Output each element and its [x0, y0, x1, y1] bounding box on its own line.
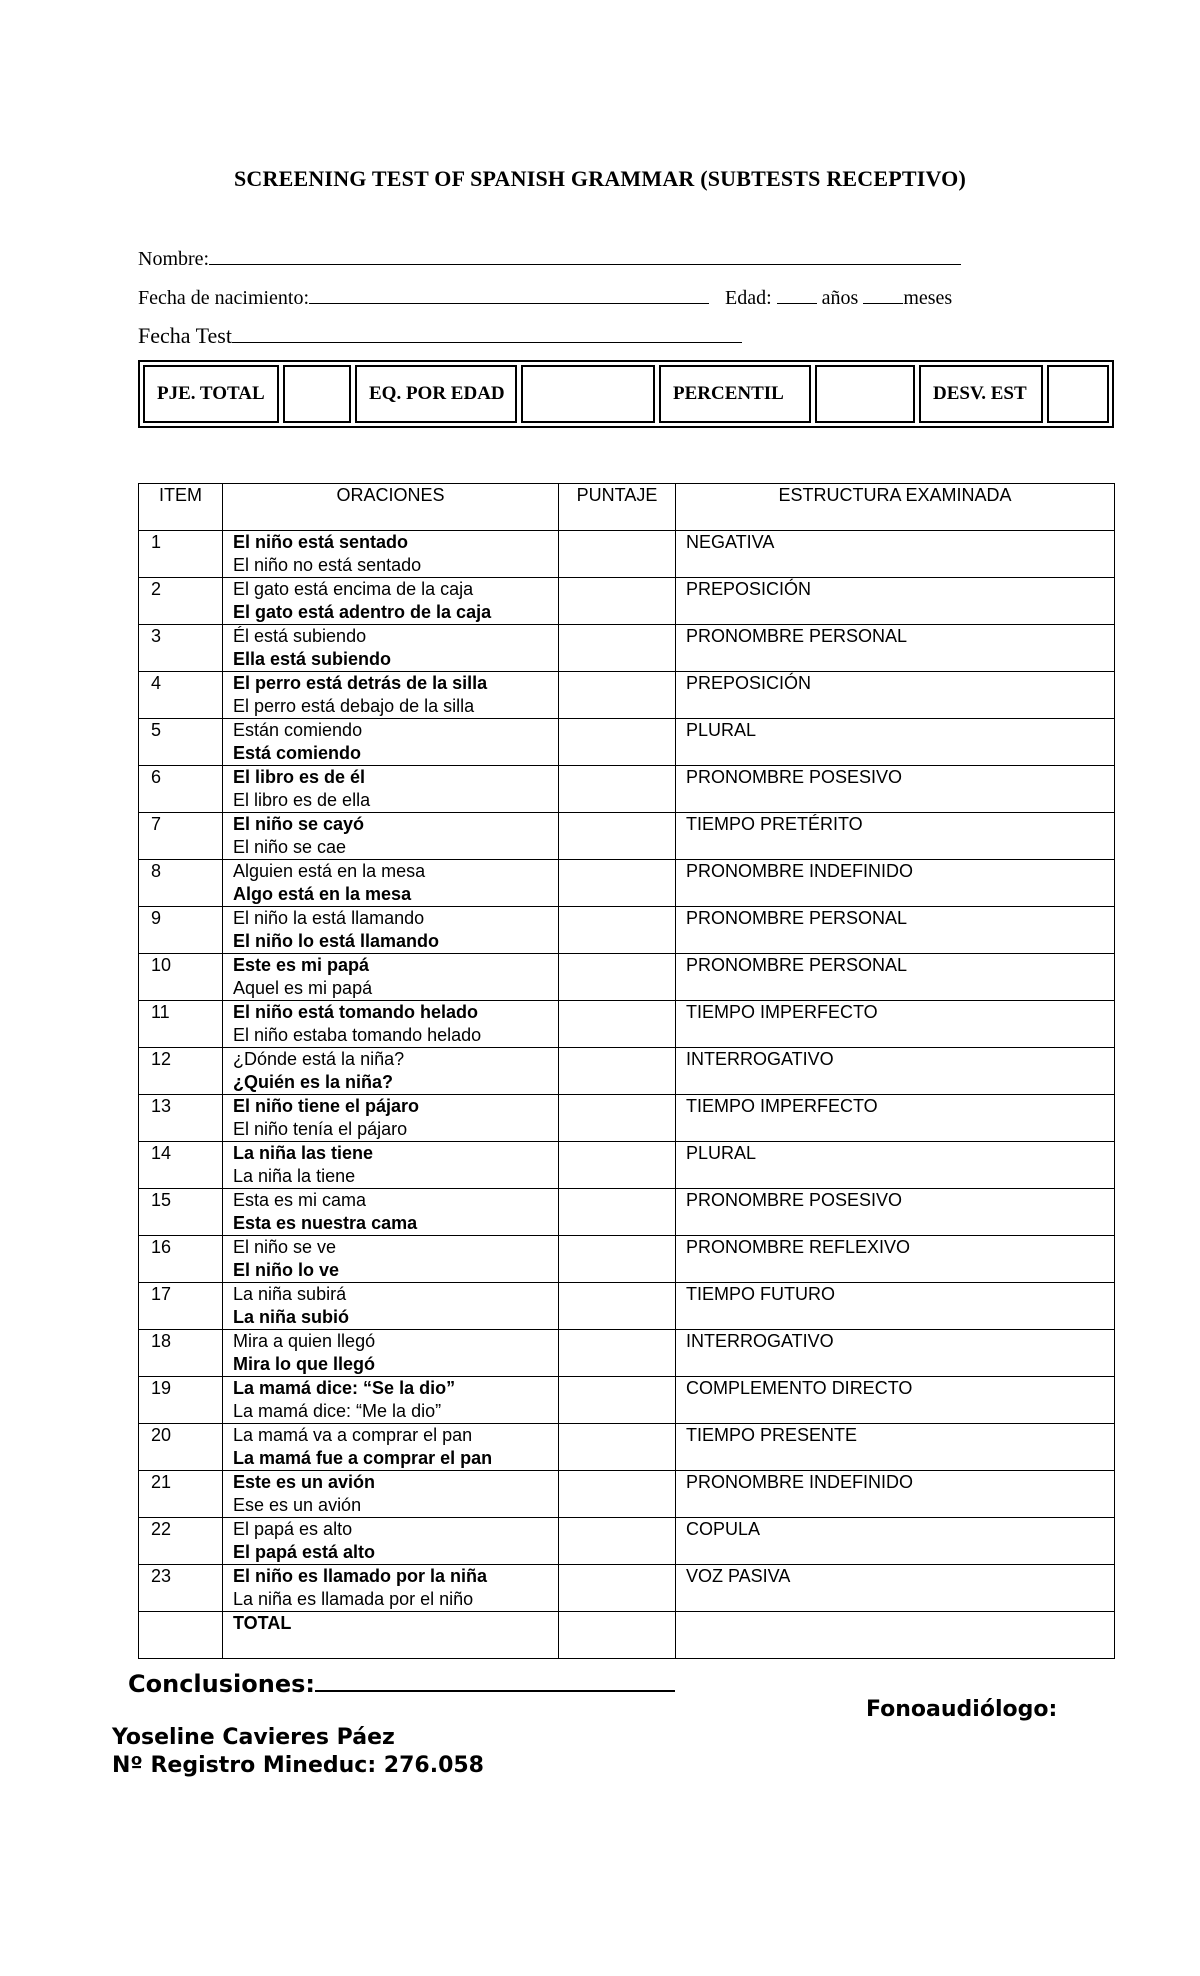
edad-label: Edad: [725, 287, 772, 309]
puntaje-cell[interactable] [559, 860, 676, 907]
table-row [139, 1565, 1115, 1612]
estructura-cell: PRONOMBRE PERSONAL [676, 625, 1115, 672]
header-item: ITEM [139, 484, 223, 531]
estructura-cell: PRONOMBRE PERSONAL [676, 907, 1115, 954]
oraciones-cell [223, 1142, 559, 1189]
sentence-option-1: El perro está detrás de la silla [233, 673, 488, 693]
table-row [139, 1330, 1115, 1377]
edad-anos-line[interactable] [777, 285, 817, 304]
score-summary-box [138, 360, 1114, 428]
oraciones-cell [223, 1236, 559, 1283]
estructura-cell: PREPOSICIÓN [676, 578, 1115, 625]
sentence-option-2: El niño estaba tomando helado [233, 1025, 482, 1045]
table-row [139, 1142, 1115, 1189]
table-row [139, 907, 1115, 954]
pje-total-label: PJE. TOTAL [143, 365, 279, 423]
puntaje-cell[interactable] [559, 719, 676, 766]
puntaje-cell[interactable] [559, 578, 676, 625]
oraciones-cell [223, 1095, 559, 1142]
oraciones-cell [223, 625, 559, 672]
puntaje-cell[interactable] [559, 1424, 676, 1471]
table-row [139, 766, 1115, 813]
puntaje-cell[interactable] [559, 1377, 676, 1424]
table-row [139, 1377, 1115, 1424]
oraciones-cell [223, 672, 559, 719]
table-row [139, 1236, 1115, 1283]
sentence-option-2: El niño lo está llamando [233, 931, 440, 951]
item-number: 20 [139, 1424, 223, 1471]
estructura-cell: PRONOMBRE INDEFINIDO [676, 860, 1115, 907]
estructura-cell: TIEMPO IMPERFECTO [676, 1095, 1115, 1142]
puntaje-cell[interactable] [559, 1001, 676, 1048]
pje-total-value[interactable] [283, 365, 351, 423]
fecha-nacimiento-label: Fecha de nacimiento: [138, 287, 310, 309]
estructura-cell: PRONOMBRE REFLEXIVO [676, 1236, 1115, 1283]
desv-est-label: DESV. EST [919, 365, 1043, 423]
table-row [139, 813, 1115, 860]
table-row [139, 578, 1115, 625]
total-row [139, 1612, 1115, 1659]
total-item-cell [139, 1612, 223, 1659]
percentil-label: PERCENTIL [659, 365, 811, 423]
puntaje-cell[interactable] [559, 672, 676, 719]
oraciones-cell [223, 860, 559, 907]
sentence-option-1: El gato está encima de la caja [233, 579, 474, 599]
conclusiones-label: Conclusiones: [128, 1670, 315, 1698]
sentence-option-1: Él está subiendo [233, 626, 367, 646]
puntaje-cell[interactable] [559, 1283, 676, 1330]
oraciones-cell [223, 578, 559, 625]
sentence-option-2: El papá está alto [233, 1542, 376, 1562]
item-number: 8 [139, 860, 223, 907]
total-label: TOTAL [223, 1612, 559, 1659]
puntaje-cell[interactable] [559, 1095, 676, 1142]
sentence-option-2: La niña la tiene [233, 1166, 356, 1186]
sentence-option-1: El libro es de él [233, 767, 366, 787]
oraciones-cell [223, 1283, 559, 1330]
sentence-option-1: Alguien está en la mesa [233, 861, 426, 881]
table-row [139, 1283, 1115, 1330]
fecha-test-label: Fecha Test [138, 323, 232, 348]
item-number: 23 [139, 1565, 223, 1612]
oraciones-cell [223, 813, 559, 860]
sentence-option-1: El niño está sentado [233, 532, 409, 552]
item-number: 22 [139, 1518, 223, 1565]
estructura-cell: VOZ PASIVA [676, 1565, 1115, 1612]
sentence-option-2: El niño tenía el pájaro [233, 1119, 408, 1139]
estructura-cell: NEGATIVA [676, 531, 1115, 578]
table-row [139, 1001, 1115, 1048]
oraciones-cell [223, 1330, 559, 1377]
registro-number: Nº Registro Mineduc: 276.058 [112, 1753, 484, 1778]
sentence-option-2: La mamá dice: “Me la dio” [233, 1401, 442, 1421]
sentence-option-2: El niño lo ve [233, 1260, 340, 1280]
table-row [139, 531, 1115, 578]
puntaje-cell[interactable] [559, 1330, 676, 1377]
sentence-option-2: Aquel es mi papá [233, 978, 373, 998]
examiner-name: Yoseline Cavieres Páez [112, 1725, 395, 1750]
puntaje-cell[interactable] [559, 1518, 676, 1565]
sentence-option-1: ¿Dónde está la niña? [233, 1049, 405, 1069]
table-row [139, 860, 1115, 907]
oraciones-cell [223, 1471, 559, 1518]
estructura-cell: TIEMPO IMPERFECTO [676, 1001, 1115, 1048]
item-number: 14 [139, 1142, 223, 1189]
fecha-test-line[interactable] [232, 324, 742, 343]
oraciones-cell [223, 1189, 559, 1236]
conclusiones-line[interactable] [315, 1668, 675, 1692]
table-row [139, 954, 1115, 1001]
oraciones-cell [223, 954, 559, 1001]
sentence-option-2: Algo está en la mesa [233, 884, 412, 904]
sentence-option-1: La mamá va a comprar el pan [233, 1425, 473, 1445]
oraciones-cell [223, 719, 559, 766]
puntaje-cell[interactable] [559, 1142, 676, 1189]
sentence-option-1: El papá es alto [233, 1519, 353, 1539]
sentence-option-2: El libro es de ella [233, 790, 371, 810]
sentence-option-2: La niña subió [233, 1307, 350, 1327]
meses-label: meses [903, 287, 953, 309]
desv-est-value[interactable] [1047, 365, 1109, 423]
header-estructura: ESTRUCTURA EXAMINADA [676, 484, 1115, 531]
fecha-nacimiento-field [138, 285, 709, 310]
table-header-row [139, 484, 1115, 531]
eq-por-edad-label: EQ. POR EDAD [355, 365, 517, 423]
table-row [139, 625, 1115, 672]
puntaje-cell[interactable] [559, 1236, 676, 1283]
anos-label: años [821, 287, 859, 309]
oraciones-cell [223, 1048, 559, 1095]
nombre-field [138, 246, 961, 271]
sentence-option-2: El perro está debajo de la silla [233, 696, 475, 716]
puntaje-cell[interactable] [559, 907, 676, 954]
sentence-option-2: Ese es un avión [233, 1495, 362, 1515]
estructura-cell: PREPOSICIÓN [676, 672, 1115, 719]
oraciones-cell [223, 1377, 559, 1424]
nombre-label: Nombre: [138, 248, 210, 270]
table-row [139, 1518, 1115, 1565]
oraciones-cell [223, 907, 559, 954]
table-row [139, 1424, 1115, 1471]
fecha-nacimiento-line[interactable] [309, 285, 709, 304]
sentence-option-2: El niño se cae [233, 837, 347, 857]
sentence-option-1: La mamá dice: “Se la dio” [233, 1378, 456, 1398]
sentence-option-2: El gato está adentro de la caja [233, 602, 492, 622]
estructura-cell: PRONOMBRE POSESIVO [676, 766, 1115, 813]
sentence-option-1: El niño está tomando helado [233, 1002, 479, 1022]
header-oraciones: ORACIONES [223, 484, 559, 531]
item-number: 10 [139, 954, 223, 1001]
nombre-line[interactable] [209, 246, 961, 265]
sentence-option-1: El niño la está llamando [233, 908, 425, 928]
sentence-option-2: La mamá fue a comprar el pan [233, 1448, 493, 1468]
table-row [139, 1095, 1115, 1142]
estructura-cell: TIEMPO PRETÉRITO [676, 813, 1115, 860]
sentence-option-2: ¿Quién es la niña? [233, 1072, 394, 1092]
oraciones-cell [223, 1424, 559, 1471]
edad-field [725, 285, 952, 310]
conclusiones-field [128, 1668, 675, 1698]
total-puntaje-cell[interactable] [559, 1612, 676, 1659]
sentence-option-2: La niña es llamada por el niño [233, 1589, 474, 1609]
oraciones-cell [223, 1565, 559, 1612]
item-number: 9 [139, 907, 223, 954]
item-number: 4 [139, 672, 223, 719]
document-title: SCREENING TEST OF SPANISH GRAMMAR (SUBTESTS RECEPTIVO) [233, 166, 967, 191]
item-number: 17 [139, 1283, 223, 1330]
sentence-option-1: El niño se cayó [233, 814, 365, 834]
puntaje-cell[interactable] [559, 531, 676, 578]
oraciones-cell [223, 531, 559, 578]
sentence-option-1: Este es mi papá [233, 955, 370, 975]
estructura-cell: COMPLEMENTO DIRECTO [676, 1377, 1115, 1424]
item-number: 5 [139, 719, 223, 766]
item-number: 11 [139, 1001, 223, 1048]
estructura-cell: INTERROGATIVO [676, 1330, 1115, 1377]
estructura-cell: TIEMPO PRESENTE [676, 1424, 1115, 1471]
item-number: 21 [139, 1471, 223, 1518]
estructura-cell: PRONOMBRE POSESIVO [676, 1189, 1115, 1236]
edad-meses-line[interactable] [863, 285, 903, 304]
item-number: 2 [139, 578, 223, 625]
sentence-option-1: La niña subirá [233, 1284, 347, 1304]
puntaje-cell[interactable] [559, 954, 676, 1001]
puntaje-cell[interactable] [559, 1189, 676, 1236]
estructura-cell: COPULA [676, 1518, 1115, 1565]
sentence-option-1: El niño se ve [233, 1237, 337, 1257]
item-number: 12 [139, 1048, 223, 1095]
header-puntaje: PUNTAJE [559, 484, 676, 531]
item-number: 7 [139, 813, 223, 860]
estructura-cell: PRONOMBRE INDEFINIDO [676, 1471, 1115, 1518]
estructura-cell: TIEMPO FUTURO [676, 1283, 1115, 1330]
puntaje-cell[interactable] [559, 1048, 676, 1095]
sentence-option-2: Mira lo que llegó [233, 1354, 376, 1374]
total-estructura-cell [676, 1612, 1115, 1659]
puntaje-cell[interactable] [559, 625, 676, 672]
puntaje-cell[interactable] [559, 766, 676, 813]
table-row [139, 719, 1115, 766]
table-row [139, 1471, 1115, 1518]
estructura-cell: PRONOMBRE PERSONAL [676, 954, 1115, 1001]
item-number: 19 [139, 1377, 223, 1424]
oraciones-cell [223, 1518, 559, 1565]
oraciones-cell [223, 766, 559, 813]
item-number: 16 [139, 1236, 223, 1283]
items-table [138, 483, 1115, 1659]
sentence-option-1: Están comiendo [233, 720, 363, 740]
item-number: 13 [139, 1095, 223, 1142]
puntaje-cell[interactable] [559, 1565, 676, 1612]
eq-por-edad-value[interactable] [521, 365, 655, 423]
fonoaudiologo-label: Fonoaudiólogo: [866, 1697, 1058, 1722]
sentence-option-1: Mira a quien llegó [233, 1331, 376, 1351]
sentence-option-1: El niño tiene el pájaro [233, 1096, 420, 1116]
sentence-option-2: Está comiendo [233, 743, 362, 763]
item-number: 3 [139, 625, 223, 672]
estructura-cell: INTERROGATIVO [676, 1048, 1115, 1095]
puntaje-cell[interactable] [559, 1471, 676, 1518]
fecha-test-field [138, 323, 742, 349]
sentence-option-1: El niño es llamado por la niña [233, 1566, 488, 1586]
sentence-option-2: Esta es nuestra cama [233, 1213, 418, 1233]
table-row [139, 1189, 1115, 1236]
sentence-option-1: Este es un avión [233, 1472, 376, 1492]
puntaje-cell[interactable] [559, 813, 676, 860]
item-number: 15 [139, 1189, 223, 1236]
item-number: 18 [139, 1330, 223, 1377]
oraciones-cell [223, 1001, 559, 1048]
item-number: 1 [139, 531, 223, 578]
sentence-option-2: El niño no está sentado [233, 555, 422, 575]
sentence-option-1: La niña las tiene [233, 1143, 374, 1163]
sentence-option-2: Ella está subiendo [233, 649, 392, 669]
sentence-option-1: Esta es mi cama [233, 1190, 367, 1210]
table-row [139, 672, 1115, 719]
estructura-cell: PLURAL [676, 1142, 1115, 1189]
percentil-value[interactable] [815, 365, 915, 423]
item-number: 6 [139, 766, 223, 813]
table-row [139, 1048, 1115, 1095]
estructura-cell: PLURAL [676, 719, 1115, 766]
